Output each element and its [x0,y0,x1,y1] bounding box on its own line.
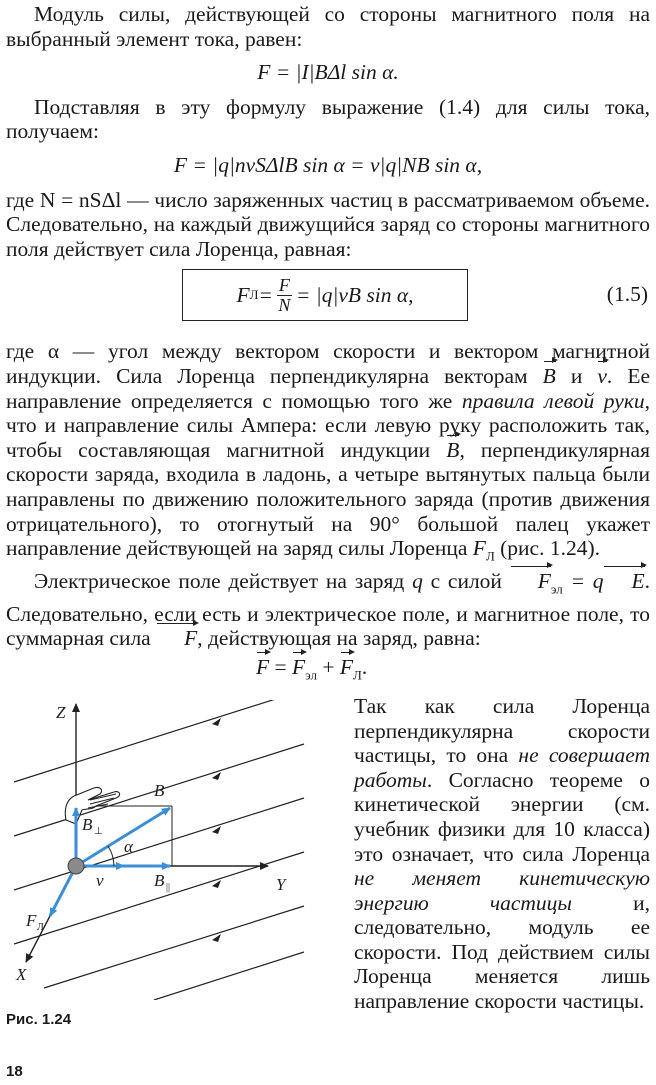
formula-lorentz-row [6,267,650,333]
total-eq: = [269,655,293,680]
left-hand-rule: правила левой руки [461,388,645,413]
formula-force-substitution: F = |q|nvSΔlB sin α = v|q|NB sin α, [173,152,483,177]
figure-1-24 [4,700,310,1000]
label-z: Z [56,702,66,722]
label-b: B [154,780,165,800]
total-end: . [361,655,368,680]
label-fl: F [26,910,37,930]
formula-lorentz-box [182,269,468,321]
total-f-el-sub: эл [305,667,318,683]
total-f: F [256,655,270,680]
label-b-par-sub: || [166,881,171,893]
formula-ampere-force: F = |I|BΔl sin α. [257,60,399,85]
lorentz-rhs: = |q|vB sin α, [295,283,414,308]
p4-text-d: . Ее направление определяется с помощью того же [6,363,650,413]
vector-b-2: B [446,437,460,462]
formula-total-force [256,655,650,688]
p4-text-a: где α — угол между вектором скорости и вектором магнитной индукции. Сила Лоренца перпендикулярна векторам [6,339,650,388]
sidebar-paragraph [354,694,650,1014]
lorentz-force-symbol: F [472,536,486,561]
total-f-l: F [339,655,354,680]
vector-f-el: F [510,569,551,594]
p4-text-g: (рис. 1.24). [494,536,601,561]
equation-number: (1.5) [606,282,648,307]
total-f-l-sub: Л [353,667,362,683]
lorentz-eq: = [258,283,273,308]
p5-text-b: с силой [422,568,510,593]
f-el-sub: эл [550,581,563,597]
vector-e: E [603,569,644,594]
p5-text-d: , действующая на заряд, равна: [197,626,481,651]
figure-caption: Рис. 1.24 [6,1010,72,1028]
label-b-par: B [154,870,165,890]
label-b-perp: B [82,814,93,834]
p5-eq: = q [562,568,604,593]
fraction-denominator: N [278,294,291,315]
lorentz-fraction [277,276,292,315]
side-emphasis-1: не совершает работы [354,743,650,792]
label-v: v [96,870,104,890]
paragraph-4 [6,339,650,569]
vector-f: F [156,626,197,651]
page-number: 18 [6,1063,23,1080]
total-plus: + [317,655,340,680]
paragraph-2: Подставляя в эту формулу выражение (1.4) для силы тока, получаем: [6,94,650,144]
label-b-perp-sub: ⊥ [94,825,103,837]
vector-v: v [597,363,607,388]
vector-b: B [542,363,556,388]
total-f-el: F [292,655,306,680]
paragraph-5 [6,569,650,651]
side-emphasis-2: не меняет кинетическую энергию частицы [354,866,650,915]
p4-text-c: и [555,363,598,388]
paragraph-3: где N = nSΔl — число заряженных частиц в рассматриваемом объеме. Следовательно, на каждый движущийся заряд со стороны магнитного поля действует сила Лоренца, равная: [6,187,650,261]
p4-text-f: , перпендикулярная скорости заряда, входила в ладонь, а четыре вытянутых пальца были направлены по движению положительного заряда (против движения отрицательного), то отогнутый на 90° большой палец укажет направление действующей на заряд силы Лоренца [6,437,650,561]
charge-symbol: q [412,568,423,593]
field-lines [14,700,304,1000]
p5-text-c: . Следовательно, если есть и электрическое поле, и магнитное поле, то суммарная сила [6,568,650,651]
label-y: Y [276,874,286,894]
side-text-b: . Согласно теореме о кинетической энергии (см. учебник физики для 10 класса) это означает, что сила Лоренца [354,767,650,866]
charge-particle [68,858,84,874]
figure-and-sidebar [6,693,650,1028]
lorentz-lhs: F [236,283,250,308]
side-text-a: Так как сила Лоренца перпендикулярна скорости частицы, то она [354,693,650,768]
alpha-arc [108,846,114,866]
field-line-arrows [212,718,221,942]
page-content [6,2,650,1028]
side-text-c: и, следовательно, модуль ее скорости. Под действием силы Лоренца меняется лишь направление скорости частицы. [354,890,650,1014]
lorentz-lhs-sub: Л [249,287,259,303]
lorentz-force-sub: Л [485,548,495,564]
label-fl-sub: Л [37,921,44,933]
p4-text-e: , что и направление силы Ампера: если левую руку расположить так, чтобы составляющая магнитной индукции [6,388,650,462]
fraction-numerator: F [278,274,290,295]
p5-text-a: Электрическое поле действует на заряд [34,568,413,593]
paragraph-1: Модуль силы, действующей со стороны магнитного поля на выбранный элемент тока, равен: [6,2,650,51]
label-alpha: α [124,836,133,856]
label-x: X [16,964,27,984]
